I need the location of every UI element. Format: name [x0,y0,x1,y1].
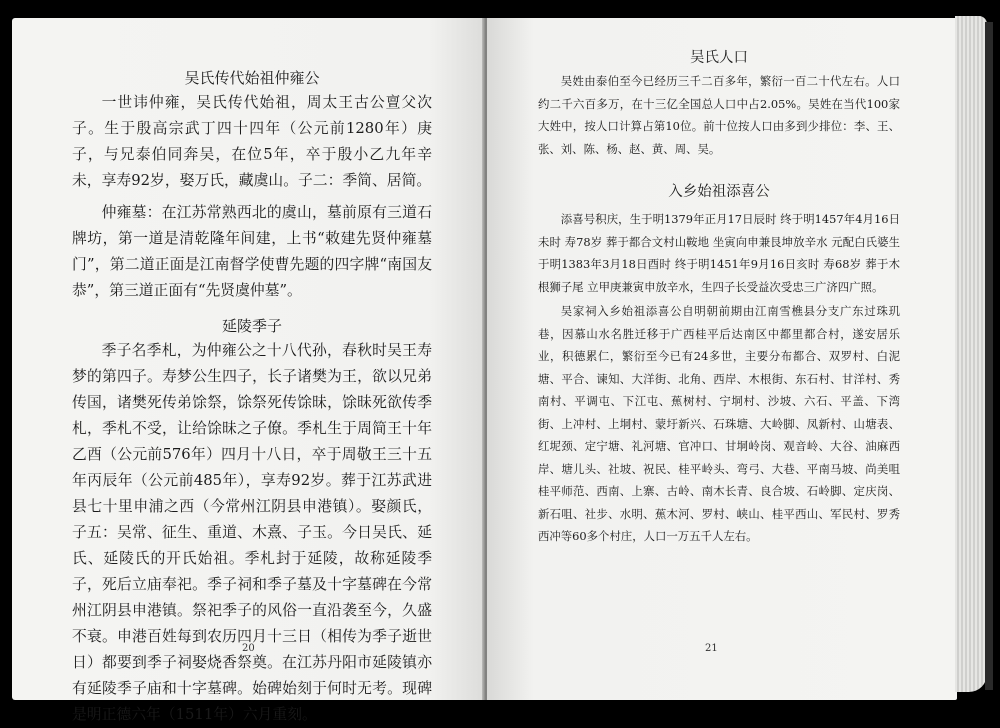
right-page-content [538,46,900,548]
left-page-content [72,66,432,728]
right-page [487,18,957,700]
paragraph: 季子名季札，为仲雍公之十八代孙，春秋时吴王寿梦的第四子。寿梦公生四子，长子诸樊为王，欲以兄弟传国，诸樊死传弟馀祭，馀祭死传馀昧，馀昧死欲传季札，季札不受，让给馀昧之子僚。季札生于周简王十年乙酉（公元前576年）四月十八日，卒于周敬王三十五年丙辰年（公元前485年），享寿92岁。葬于江苏武进县七十里申浦之西（今常州江阴县申港镇）。娶颜氏，子五：吴常、征生、重道、木熹、子玉。今日吴氏、延氏、延陵氏的开氏始祖。季札封于延陵，故称延陵季子，死后立庙奉祀。季子祠和季子墓及十字墓碑在今常州江阴县申港镇。祭祀季子的风俗一直沿袭至今，久盛不衰。申港百姓每到农历四月十三日（相传为季子逝世日）都要到季子祠娶烧香祭奠。在江苏丹阳市延陵镇亦有延陵季子庙和十字墓碑。始碑始刻于何时无考。现碑是明正德六年（1511年）六月重刻。 [72,342,432,723]
paragraph: 添喜号积庆，生于明1379年正月17日辰时 终于明1457年4月16日未时 寿78岁 葬于都合文村山鞍地 坐寅向申兼艮坤放辛水 元配白氏婆生于明1383年3月18日酉时 终于明1451年9月16日亥时 寿68岁 葬于木根狮子尾 立甲庚兼寅申放辛水，生四子长受益次受忠三广济四广照。 [538,212,900,294]
book-cover-edge [985,22,993,690]
paragraph: 吴姓由泰伯至今已经历三千二百多年，繁衍一百二十代左右。人口约二千六百多万，在十三亿全国总人口中占2.05%。吴姓在当代100家大姓中，按人口计算占第10位。前十位按人口由多到少排位：李、王、张、刘、陈、杨、赵、黄、周、吴。 [538,74,900,156]
section-title: 吴氏人口 [690,50,748,66]
section-title: 延陵季子 [221,317,282,335]
page-stack-edge [955,16,987,692]
left-page [12,18,485,723]
section-title: 入乡始祖添喜公 [668,184,770,200]
paragraph: 吴家祠入乡始祖添喜公自明朝前期由江南雪樵县分支广东过珠玑巷，因慕山水名胜迁移于广西桂平后达南区中都里都合村，遂安居乐业，积德累仁，繁衍至今已有24多世，主要分布都合、双罗村、白泥塘、平合、谏知、大洋街、北角、西岸、木根街、东石村、甘洋村、秀南村、平调屯、下江屯、蕉树村、宁垌村、沙坡、六石、平盖、下湾街、上冲村、上垌村、蒙圩新兴、石珠塘、大岭脚、凤新村、山塘表、红坭颈、定宁塘、礼河塘、官冲口、甘垌岭岗、观音岭、大谷、油麻西岸、塘儿头、社坡、祝民、桂平岭头、弯弓、大巷、平南马坡、尚美咀 桂平师范、西南、上寨、古岭、南木长青、良合坡、石岭脚、定庆岗、新石咀、社步、水明、蕉木河、罗村、峡山、桂平西山、军民村、罗秀西冲等60多个村庄，人口一万五千人左右。 [538,304,900,543]
paragraph: 仲雍墓：在江苏常熟西北的虞山，墓前原有三道石牌坊，第一道是清乾隆年间建，上书“敕建先贤仲雍墓门”，第二道正面是江南督学使曹先题的四字牌“南国友恭”，第三道正面有“先贤虞仲墓”。 [72,204,432,299]
page-number: 20 [242,643,255,654]
section-title: 吴氏传代始祖仲雍公 [184,69,320,87]
page-number: 21 [705,643,718,654]
paragraph: 一世讳仲雍，吴氏传代始祖，周太王古公亶父次子。生于殷高宗武丁四十四年（公元前1280年）庚子，与兄泰伯同奔吴，在位5年，卒于殷小乙九年辛未，享寿92岁，娶万氏，藏虞山。子二：季简、居简。 [72,94,432,189]
